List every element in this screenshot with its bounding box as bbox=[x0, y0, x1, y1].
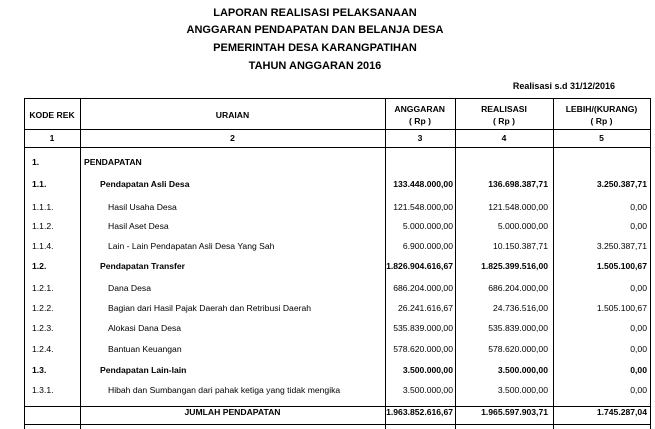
total-lebih-kurang: 1.745.287,04 bbox=[596, 407, 647, 417]
row-realisasi: 5.000.000,00 bbox=[497, 221, 548, 231]
table-border-right bbox=[650, 99, 651, 429]
row-anggaran: 121.548.000,00 bbox=[393, 202, 453, 212]
total-realisasi: 1.965.597.903,71 bbox=[481, 407, 548, 417]
row-anggaran: 133.448.000,00 bbox=[393, 179, 453, 189]
row-uraian: Alokasi Dana Desa bbox=[108, 323, 182, 333]
row-realisasi: 686.204.000,00 bbox=[488, 283, 548, 293]
header-divider bbox=[24, 129, 651, 130]
row-lebih-kurang: 0,00 bbox=[630, 344, 647, 354]
row-anggaran: 26.241.616,67 bbox=[398, 303, 453, 313]
row-anggaran: 5.000.000,00 bbox=[402, 221, 453, 231]
row-anggaran: 1.826.904.616,67 bbox=[386, 261, 453, 271]
row-lebih-kurang: 1.505.100,67 bbox=[596, 261, 647, 271]
row-kode: 1.1.2. bbox=[32, 221, 54, 231]
row-realisasi: 24.736.516,00 bbox=[493, 303, 548, 313]
header-realisasi-unit: ( Rp ) bbox=[493, 116, 515, 126]
row-uraian: Pendapatan Asli Desa bbox=[100, 179, 190, 189]
column-number-4: 4 bbox=[501, 133, 507, 143]
row-anggaran: 3.500.000,00 bbox=[402, 365, 453, 375]
total-label: JUMLAH PENDAPATAN bbox=[184, 407, 281, 417]
header-lebih-kurang: LEBIH/(KURANG) bbox=[565, 104, 638, 114]
row-kode: 1.1.1. bbox=[32, 202, 54, 212]
row-realisasi: 535.839.000,00 bbox=[488, 323, 548, 333]
row-uraian: Dana Desa bbox=[108, 283, 151, 293]
header-anggaran-unit: ( Rp ) bbox=[409, 116, 431, 126]
column-number-3: 3 bbox=[417, 133, 423, 143]
column-number-divider bbox=[24, 147, 651, 148]
row-uraian: Hasil Aset Desa bbox=[108, 221, 169, 231]
row-kode: 1.2.1. bbox=[32, 283, 54, 293]
row-lebih-kurang: 0,00 bbox=[630, 283, 647, 293]
row-realisasi: 3.500.000,00 bbox=[497, 385, 548, 395]
header-realisasi: REALISASI bbox=[481, 104, 527, 114]
row-uraian: Bantuan Keuangan bbox=[108, 344, 182, 354]
row-realisasi: 136.698.387,71 bbox=[488, 179, 548, 189]
row-uraian: Pendapatan Lain-lain bbox=[100, 365, 187, 375]
row-kode: 1.2.2. bbox=[32, 303, 54, 313]
row-kode: 1.1.4. bbox=[32, 241, 54, 251]
table-border-left bbox=[24, 99, 25, 429]
column-divider bbox=[80, 99, 81, 429]
row-kode: 1.2.3. bbox=[32, 323, 54, 333]
row-kode: 1.2. bbox=[32, 261, 47, 271]
row-realisasi: 1.825.399.516,00 bbox=[481, 261, 548, 271]
row-anggaran: 578.620.000,00 bbox=[393, 344, 453, 354]
total-bottom-divider bbox=[24, 424, 651, 425]
row-kode: 1.2.4. bbox=[32, 344, 54, 354]
report-title-line-4: TAHUN ANGGARAN 2016 bbox=[248, 60, 382, 72]
row-kode: 1.1. bbox=[32, 179, 47, 189]
column-number-2: 2 bbox=[230, 133, 235, 143]
row-lebih-kurang: 1.505.100,67 bbox=[596, 303, 647, 313]
row-lebih-kurang: 3.250.387,71 bbox=[596, 241, 647, 251]
header-kode-rek: KODE REK bbox=[29, 110, 75, 120]
row-anggaran: 535.839.000,00 bbox=[393, 323, 453, 333]
row-anggaran: 6.900.000,00 bbox=[402, 241, 453, 251]
row-lebih-kurang: 0,00 bbox=[630, 221, 647, 231]
row-lebih-kurang: 0,00 bbox=[630, 202, 647, 212]
row-uraian: Lain - Lain Pendapatan Asli Desa Yang Sah bbox=[108, 241, 275, 251]
row-lebih-kurang: 3.250.387,71 bbox=[596, 179, 647, 189]
report-title-line-2: ANGGARAN PENDAPATAN DAN BELANJA DESA bbox=[186, 24, 444, 36]
report-table bbox=[24, 98, 651, 429]
row-realisasi: 121.548.000,00 bbox=[488, 202, 548, 212]
report-title-line-3: PEMERINTAH DESA KARANGPATIHAN bbox=[213, 42, 417, 54]
row-kode: 1.3.1. bbox=[32, 385, 54, 395]
row-lebih-kurang: 0,00 bbox=[630, 365, 647, 375]
row-kode: 1.3. bbox=[32, 365, 47, 375]
report-title-line-1: LAPORAN REALISASI PELAKSANAAN bbox=[213, 7, 417, 19]
row-uraian: PENDAPATAN bbox=[84, 157, 142, 167]
header-lebih-unit: ( Rp ) bbox=[590, 116, 613, 126]
header-uraian: URAIAN bbox=[215, 110, 250, 120]
header-anggaran: ANGGARAN bbox=[394, 104, 445, 114]
row-lebih-kurang: 0,00 bbox=[630, 323, 647, 333]
realisasi-date: Realisasi s.d 31/12/2016 bbox=[512, 81, 615, 91]
column-number-1: 1 bbox=[49, 133, 55, 143]
row-uraian: Pendapatan Transfer bbox=[100, 261, 186, 271]
row-realisasi: 10.150.387,71 bbox=[493, 241, 548, 251]
total-anggaran: 1.963.852.616,67 bbox=[386, 407, 453, 417]
row-realisasi: 578.620.000,00 bbox=[488, 344, 548, 354]
row-uraian: Bagian dari Hasil Pajak Daerah dan Retribusi Daerah bbox=[108, 303, 312, 313]
row-uraian: Hibah dan Sumbangan dari pahak ketiga yang tidak mengika bbox=[108, 385, 341, 395]
row-lebih-kurang: 0,00 bbox=[630, 385, 647, 395]
row-realisasi: 3.500.000,00 bbox=[497, 365, 548, 375]
row-uraian: Hasil Usaha Desa bbox=[108, 202, 177, 212]
row-kode: 1. bbox=[32, 157, 40, 167]
row-anggaran: 3.500.000,00 bbox=[402, 385, 453, 395]
row-anggaran: 686.204.000,00 bbox=[393, 283, 453, 293]
column-number-5: 5 bbox=[599, 133, 604, 143]
